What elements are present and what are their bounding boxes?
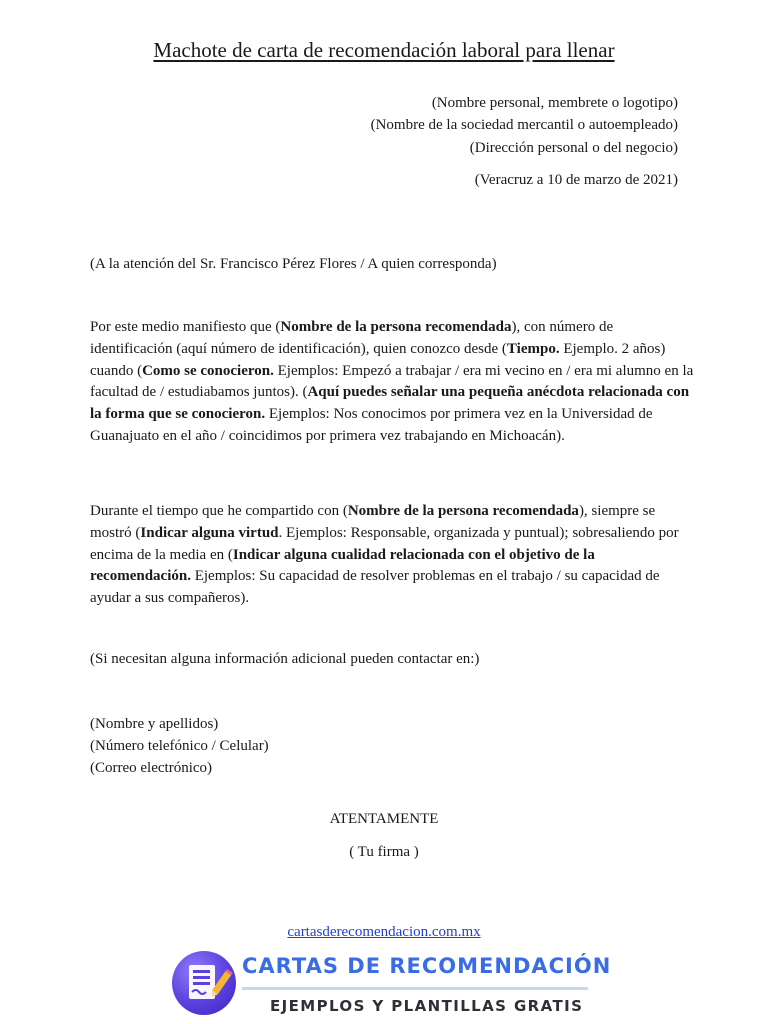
p1-bold: Tiempo. — [506, 340, 560, 357]
p1-text: Ejemplos: Empezó a trabajar / era mi vecino en / era mi alumno en la facultad de / estudiabamos juntos). ( — [90, 362, 694, 401]
body-paragraph-2 — [90, 501, 694, 610]
p2-text: ), siempre se mostró ( — [90, 503, 656, 541]
signature-placeholder: ( Tu firma ) — [349, 844, 419, 860]
p1-bold: Como se conocieron. — [142, 362, 274, 379]
body-paragraph-1 — [90, 317, 694, 448]
p2-bold: Nombre de la persona recomendada — [347, 503, 579, 519]
contact-email: (Correo electrónico) — [90, 760, 213, 776]
brand-subtitle: EJEMPLOS Y PLANTILLAS GRATIS — [270, 997, 584, 1015]
p1-text: ), con número de identificación (aquí número de identificación), quien conozco desde ( — [90, 319, 614, 357]
p1-text: Por este medio manifiesto que ( — [90, 319, 281, 335]
contact-block — [90, 713, 269, 779]
p1-bold: Aquí puedes señalar una pequeña anécdota relacionada con la forma que se conocieron. — [90, 384, 690, 423]
p2-bold: Indicar alguna cualidad relacionada con el objetivo de la recomendación. — [90, 546, 595, 585]
p1-text: Ejemplos: Nos conocimos por primera vez en la Universidad de Guanajuato en el año / coincidimos por primera vez trabajando en Michoacán). — [90, 406, 653, 444]
header-line-company: (Nombre de la sociedad mercantil o autoempleado) — [370, 117, 678, 133]
p2-text: Ejemplos: Su capacidad de resolver problemas en el trabajo / su capacidad de ayudar a sus compañeros). — [90, 568, 660, 607]
header-line-date: (Veracruz a 10 de marzo de 2021) — [474, 172, 678, 188]
brand-divider — [242, 987, 588, 990]
page-title: Machote de carta de recomendación laboral para llenar — [153, 38, 615, 62]
closing-text: ATENTAMENTE — [329, 811, 439, 827]
p2-bold: Indicar alguna virtud — [140, 524, 279, 541]
document-pencil-icon — [172, 951, 236, 1015]
contact-name: (Nombre y apellidos) — [90, 716, 219, 732]
p2-text: Durante el tiempo que he compartido con ( — [90, 503, 348, 519]
p2-text: . Ejemplos: Responsable, organizada y puntual); sobresaliendo por encima de la media en ( — [90, 524, 679, 563]
contact-phone: (Número telefónico / Celular) — [90, 738, 269, 754]
brand-logo — [172, 951, 236, 1015]
website-link[interactable]: cartasderecomendacion.com.mx — [287, 924, 481, 940]
header-line-address: (Dirección personal o del negocio) — [469, 140, 678, 156]
brand-title: CARTAS DE RECOMENDACIÓN — [242, 954, 612, 978]
p1-bold: Nombre de la persona recomendada — [280, 319, 512, 335]
p1-text: Ejemplo. 2 años) cuando ( — [90, 340, 666, 379]
header-line-name: (Nombre personal, membrete o logotipo) — [431, 95, 678, 111]
attention-line: (A la atención del Sr. Francisco Pérez Flores / A quien corresponda) — [90, 256, 497, 272]
additional-info-line: (Si necesitan alguna información adicional pueden contactar en:) — [90, 651, 480, 667]
